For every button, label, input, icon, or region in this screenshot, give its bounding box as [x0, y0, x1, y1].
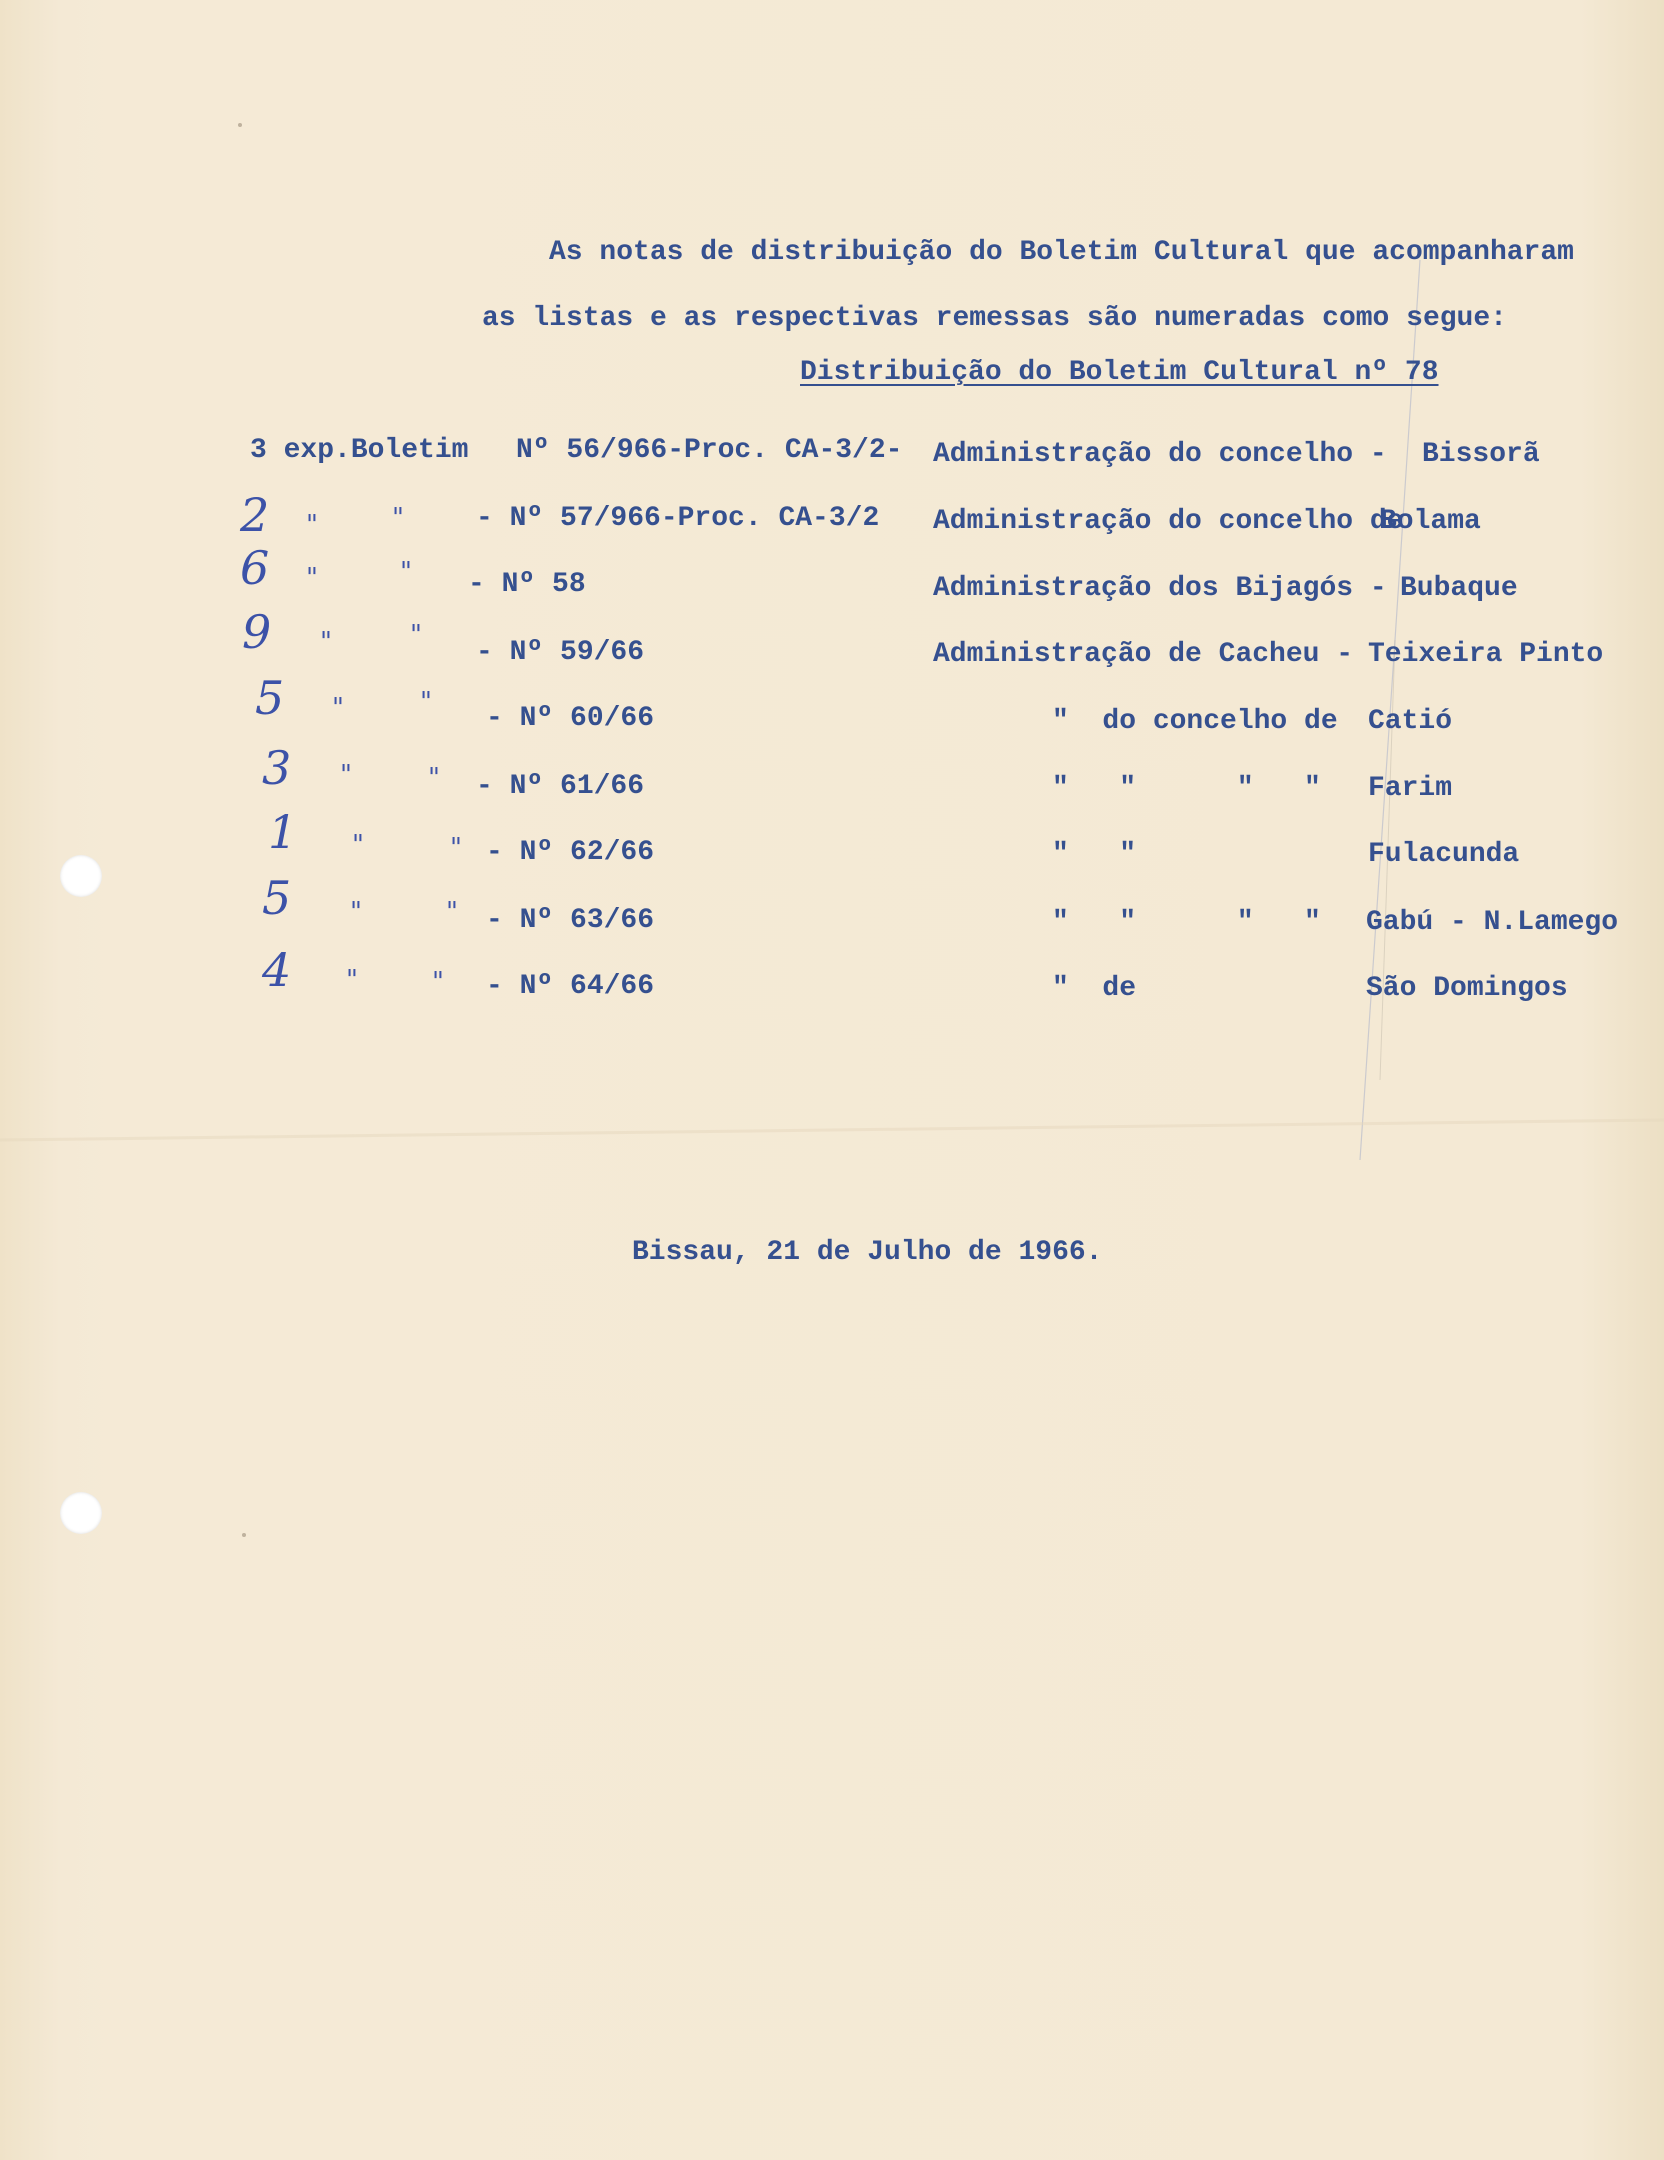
row-4-ditto-1: " — [320, 627, 332, 657]
row-3-ditto-2: " — [400, 557, 412, 587]
row-2-ditto-1: " — [306, 510, 318, 540]
row-8-destination: " " " " — [1052, 907, 1321, 938]
row-8-ditto-1: " — [350, 897, 362, 927]
row-1-place: Bissorã — [1422, 439, 1540, 470]
row-5-place: Catió — [1368, 706, 1453, 737]
row-3-hand-quantity: 6 — [240, 541, 270, 595]
distribution-heading: Distribuição do Boletim Cultural nº 78 — [800, 357, 1439, 388]
row-6-hand-quantity: 3 — [262, 741, 292, 795]
row-3-ditto-1: " — [306, 563, 318, 593]
row-8-number: - Nº 63/66 — [486, 905, 655, 936]
row-1-destination: Administração do concelho - — [933, 439, 1387, 470]
row-1-number: Nº 56/966-Proc. CA-3/2- — [516, 435, 903, 466]
paper-speck — [242, 1533, 246, 1537]
row-6-ditto-1: " — [340, 760, 352, 790]
row-3-destination: Administração dos Bijagós - — [933, 573, 1387, 604]
row-2-hand-quantity: 2 — [240, 488, 270, 542]
row-9-hand-quantity: 4 — [262, 943, 292, 997]
row-3-place: Bubaque — [1400, 573, 1518, 604]
row-4-number: - Nº 59/66 — [476, 637, 645, 668]
row-4-place: Teixeira Pinto — [1368, 639, 1604, 670]
punch-hole-bottom — [60, 1492, 102, 1534]
row-2-place: Bolama — [1380, 506, 1481, 537]
row-6-ditto-2: " — [428, 763, 440, 793]
row-4-ditto-2: " — [410, 620, 422, 650]
row-1-quantity: 3 exp.Boletim — [250, 435, 469, 466]
row-9-ditto-2: " — [432, 967, 444, 997]
row-5-destination: " do concelho de — [1052, 706, 1338, 737]
row-2-number: - Nº 57/966-Proc. CA-3/2 — [476, 503, 880, 534]
row-6-destination: " " " " — [1052, 773, 1321, 804]
row-9-ditto-1: " — [346, 965, 358, 995]
row-9-place: São Domingos — [1366, 973, 1568, 1004]
row-7-ditto-2: " — [450, 833, 462, 863]
row-9-number: - Nº 64/66 — [486, 971, 655, 1002]
row-5-ditto-2: " — [420, 687, 432, 717]
place-and-date: Bissau, 21 de Julho de 1966. — [632, 1237, 1103, 1268]
row-6-number: - Nº 61/66 — [476, 771, 645, 802]
row-4-hand-quantity: 9 — [242, 605, 272, 659]
intro-line-1: As notas de distribuição do Boletim Cultural que acompanharam — [549, 237, 1574, 268]
row-2-ditto-2: " — [392, 503, 404, 533]
row-7-destination: " " — [1052, 839, 1137, 870]
intro-line-2: as listas e as respectivas remessas são numeradas como segue: — [482, 303, 1507, 334]
row-2-destination: Administração do concelho de — [933, 506, 1404, 537]
row-8-ditto-2: " — [446, 897, 458, 927]
row-6-place: Farim — [1368, 773, 1453, 804]
paper-speck — [238, 123, 242, 127]
row-5-number: - Nº 60/66 — [486, 703, 655, 734]
punch-hole-top — [60, 855, 102, 897]
row-3-number: - Nº 58 — [468, 569, 586, 600]
row-7-place: Fulacunda — [1368, 839, 1520, 870]
row-7-number: - Nº 62/66 — [486, 837, 655, 868]
row-5-hand-quantity: 5 — [255, 671, 285, 725]
row-8-hand-quantity: 5 — [262, 871, 292, 925]
row-7-hand-quantity: 1 — [268, 805, 298, 859]
row-5-ditto-1: " — [332, 693, 344, 723]
row-8-place: Gabú - N.Lamego — [1366, 907, 1619, 938]
row-9-destination: " de — [1052, 973, 1137, 1004]
row-7-ditto-1: " — [352, 830, 364, 860]
row-4-destination: Administração de Cacheu - — [933, 639, 1354, 670]
